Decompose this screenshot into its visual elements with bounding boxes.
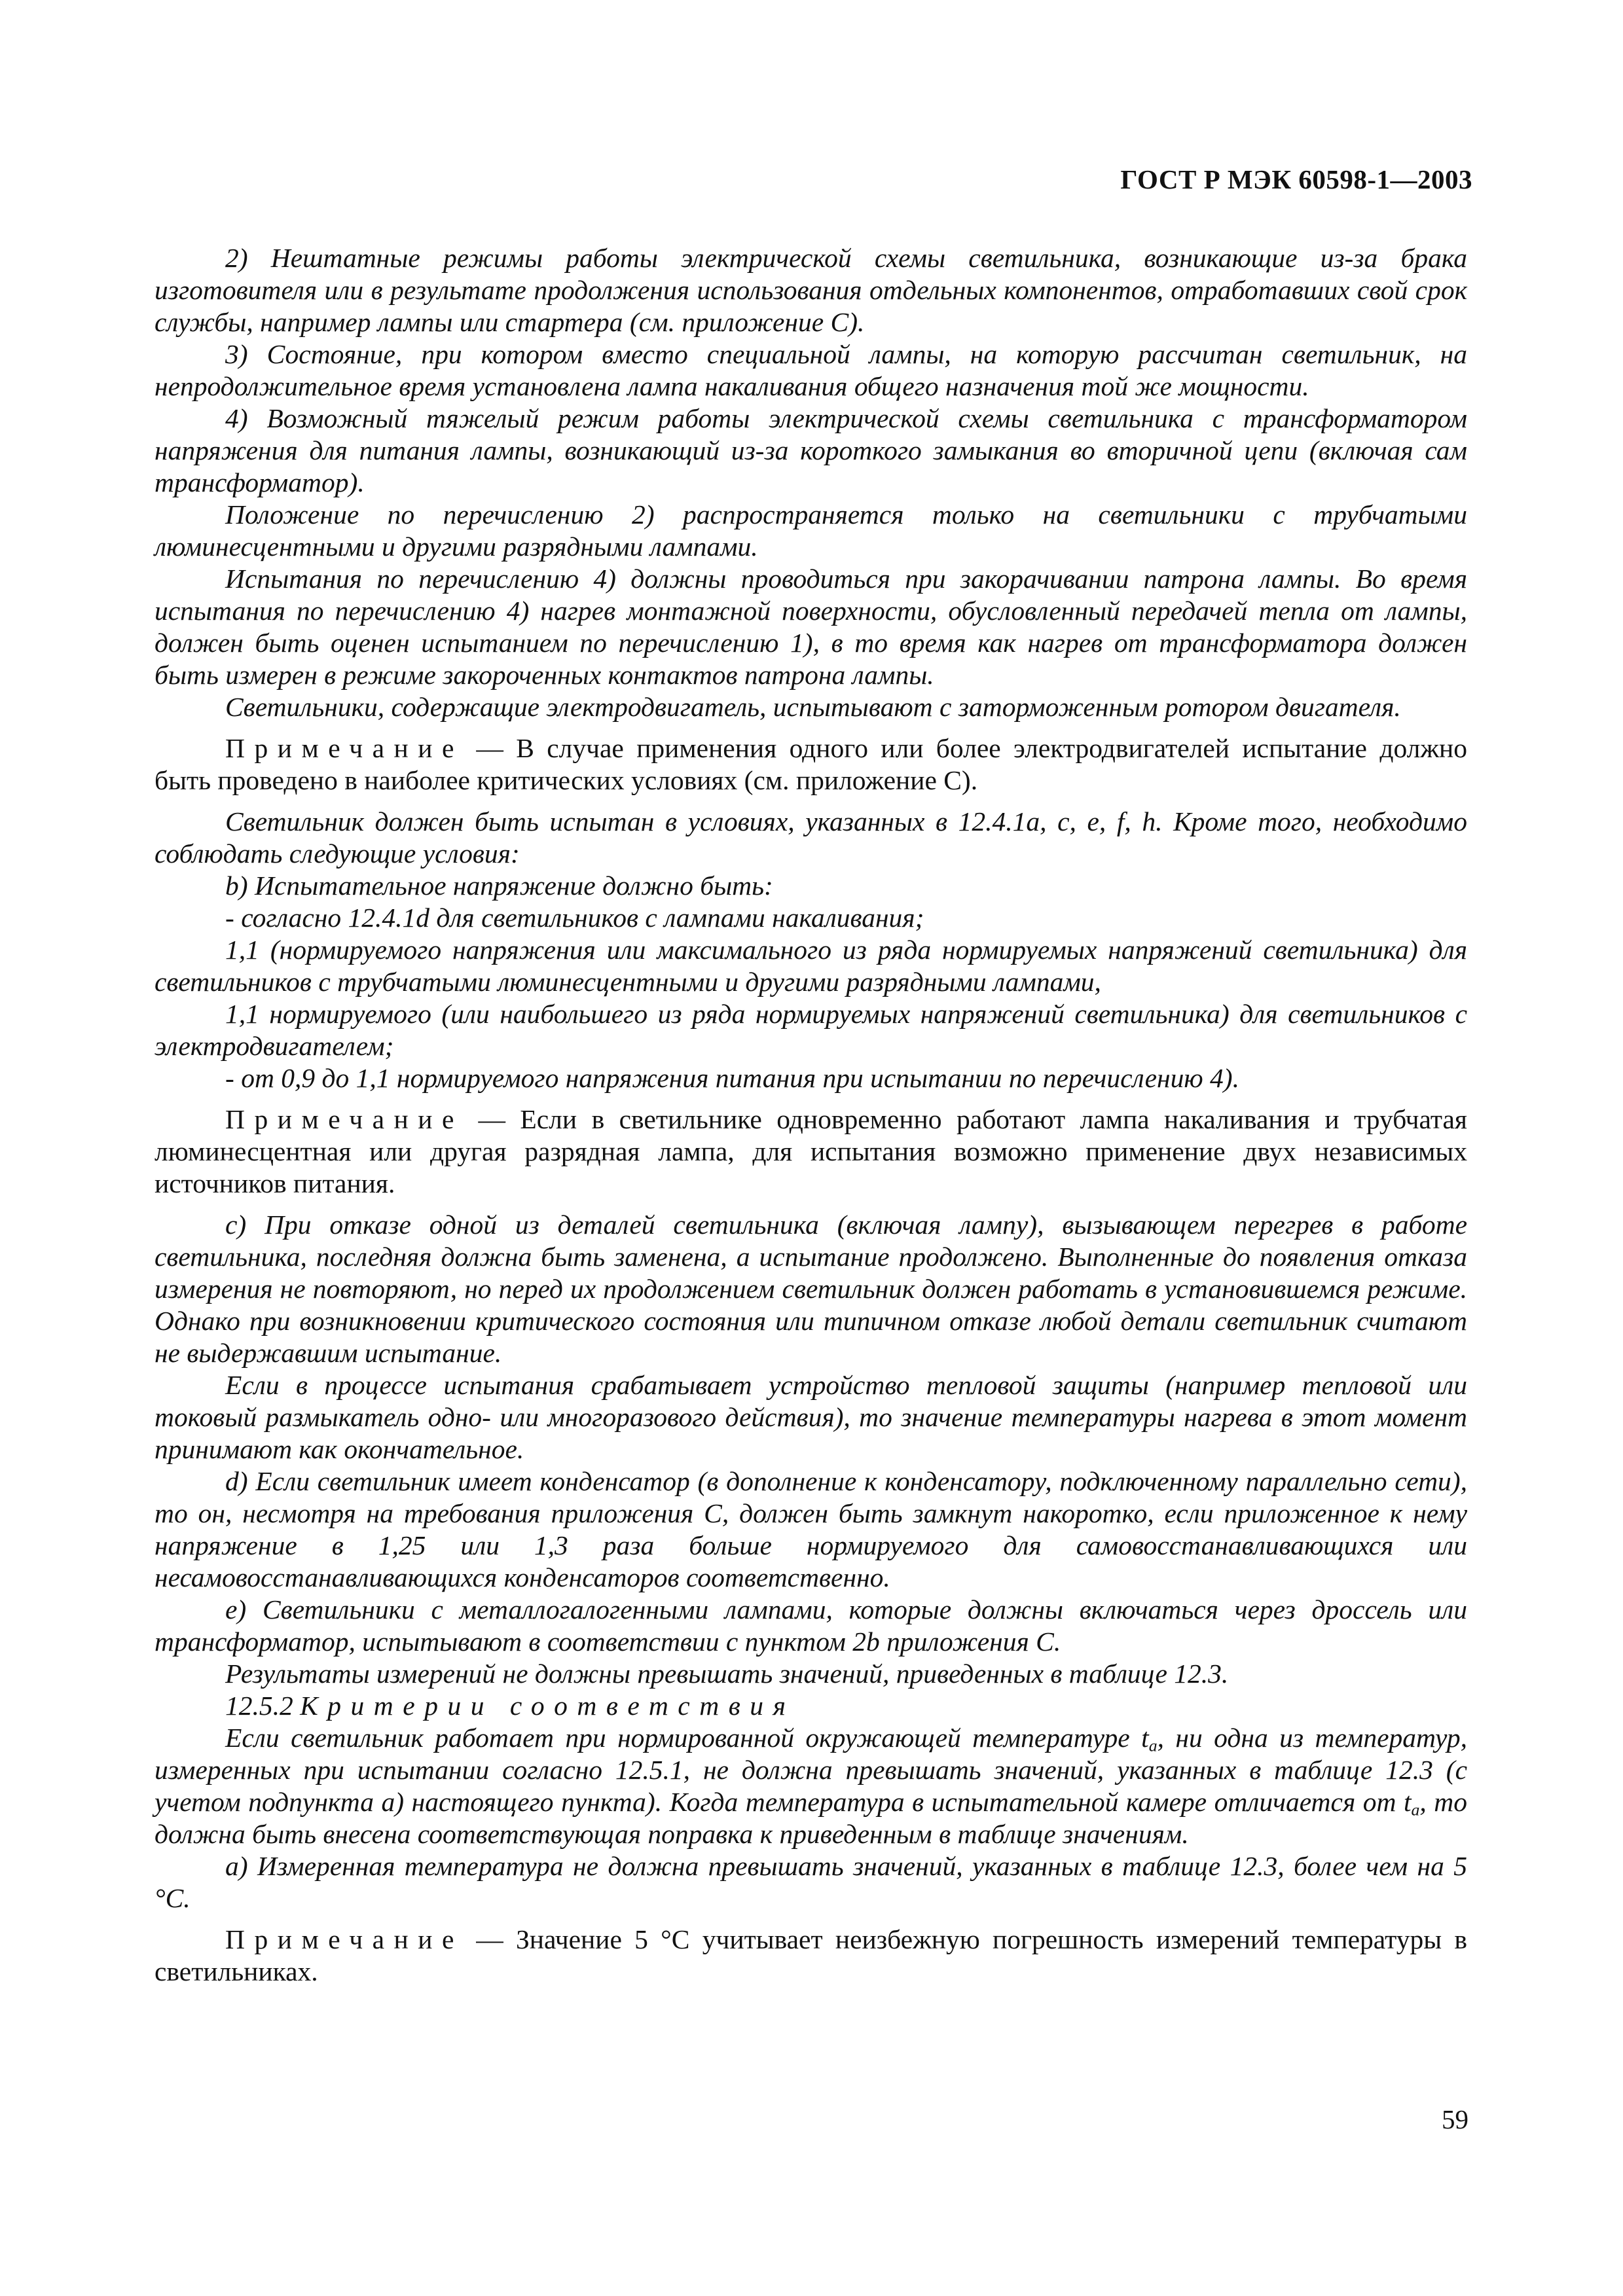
note [155, 1103, 1467, 1200]
standard-designation: ГОСТ Р МЭК 60598-1—2003 [1120, 164, 1472, 194]
paragraph: 1,1 нормируемого (или наибольшего из ряда нормируемых напряжений светильника) для светильников с электродвигателем; [155, 999, 1467, 1061]
section-title: Критерии соответствия [300, 1691, 795, 1721]
text-run: , то должна быть внесена соответствующая поправка к приведенным в таблице значениям. [155, 1787, 1467, 1849]
page-number: 59 [1442, 2104, 1468, 2134]
section-number: 12.5.2 [225, 1691, 293, 1721]
paragraph: Светильники, содержащие электродвигатель, испытывают с заторможенным ротором двигателя. [225, 692, 1401, 722]
paragraph: Положение по перечислению 2) распространяется только на светильники с трубчатыми люминесцентными и другими разрядными лампами. [155, 499, 1467, 562]
paragraph: Испытания по перечислению 4) должны проводиться при закорачивании патрона лампы. Во время испытания по перечислению 4) нагрев монтажной поверхности, обусловленный передачей тепла от лампы, должен быть оценен испытанием по перечислению 1), в то время как нагрев от трансформатора должен быть измерен в режиме закороченных контактов патрона лампы. [155, 564, 1467, 690]
paragraph: c) При отказе одной из деталей светильника (включая лампу), вызывающем перегрев в работе светильника, последняя должна быть заменена, а испытание продолжено. Выполненные до появления отказа измерения не повторяют, но перед их продолжением светильник должен работать в установившемся режиме. Однако при возникновении критического состояния или типичном отказе любой детали светильник считают не выдержавшим испытание. [155, 1210, 1467, 1368]
paragraph: e) Светильники с металлогалогенными лампами, которые должны включаться через дроссель или трансформатор, испытывают в соответствии с пунктом 2b приложения С. [155, 1594, 1467, 1657]
paragraph: 4) Возможный тяжелый режим работы электрической схемы светильника с трансформатором напряжения для питания лампы, возникающий из-за короткого замыкания во вторичной цепи (включая сам трансформатор). [155, 403, 1467, 497]
text-run: Если светильник работает при нормированной окружающей температуре t [225, 1723, 1149, 1753]
paragraph: - от 0,9 до 1,1 нормируемого напряжения питания при испытании по перечислению 4). [225, 1063, 1239, 1093]
note-label: Примечание [225, 1924, 464, 1954]
note-label: Примечание [225, 1104, 464, 1134]
paragraph: b) Испытательное напряжение должно быть: [225, 870, 773, 901]
note-text: — В случае применения одного или более электродвигателей испытание должно быть проведено в наиболее критических условиях (см. приложение С). [155, 733, 1467, 795]
paragraph: a) Измеренная температура не должна превышать значений, указанных в таблице 12.3, более чем на 5 °С. [155, 1851, 1467, 1913]
paragraph: Если в процессе испытания срабатывает устройство тепловой защиты (например тепловой или токовый размыкатель одно- или многоразового действия), то значение температуры нагрева в этот момент принимают как окончательное. [155, 1370, 1467, 1464]
section-heading [155, 1690, 1467, 1722]
paragraph: 2) Нештатные режимы работы электрической схемы светильника, возникающие из-за брака изготовителя или в результате продолжения использования отдельных компонентов, отработавших свой срок службы, например лампы или стартера (см. приложение С). [155, 243, 1467, 337]
paragraph: Результаты измерений не должны превышать значений, приведенных в таблице 12.3. [225, 1659, 1229, 1689]
paragraph: d) Если светильник имеет конденсатор (в дополнение к конденсатору, подключенному параллельно сети), то он, несмотря на требования приложения С, должен быть замкнут накоротко, если приложенное к нему напряжение в 1,25 или 1,3 раза больше нормируемого для самовосстанавливающихся или несамовосстанавливающихся конденсаторов соответственно. [155, 1466, 1467, 1592]
paragraph: Светильник должен быть испытан в условиях, указанных в 12.4.1a, c, e, f, h. Кроме того, необходимо соблюдать следующие условия: [155, 806, 1467, 869]
note [155, 732, 1467, 797]
subscript: a [1148, 1736, 1158, 1755]
paragraph [155, 1722, 1467, 1850]
note-text: — Если в светильнике одновременно работают лампа накаливания и трубчатая люминесцентная или другая разрядная лампа, для испытания возможно применение двух независимых источников питания. [155, 1104, 1467, 1198]
paragraph: 3) Состояние, при котором вместо специальной лампы, на которую рассчитан светильник, на непродолжительное время установлена лампа накаливания общего назначения той же мощности. [155, 339, 1467, 401]
paragraph: - согласно 12.4.1d для светильников с лампами накаливания; [225, 903, 924, 933]
subscript: a [1411, 1800, 1420, 1820]
text-run: , ни одна из температур, измеренных при испытании согласно 12.5.1, не должна превышать значений, указанных в таблице 12.3 (с учетом подпункта а) настоящего пункта). Когда температура в испытательной камере отличается от t [155, 1723, 1467, 1817]
note-text: — Значение 5 °С учитывает неизбежную погрешность измерений температуры в светильниках. [155, 1924, 1467, 1986]
paragraph: 1,1 (нормируемого напряжения или максимального из ряда нормируемых напряжений светильника) для светильников с трубчатыми люминесцентными и другими разрядными лампами, [155, 935, 1467, 997]
body-text [155, 242, 1467, 1997]
note-label: Примечание [225, 733, 464, 763]
note [155, 1924, 1467, 1988]
